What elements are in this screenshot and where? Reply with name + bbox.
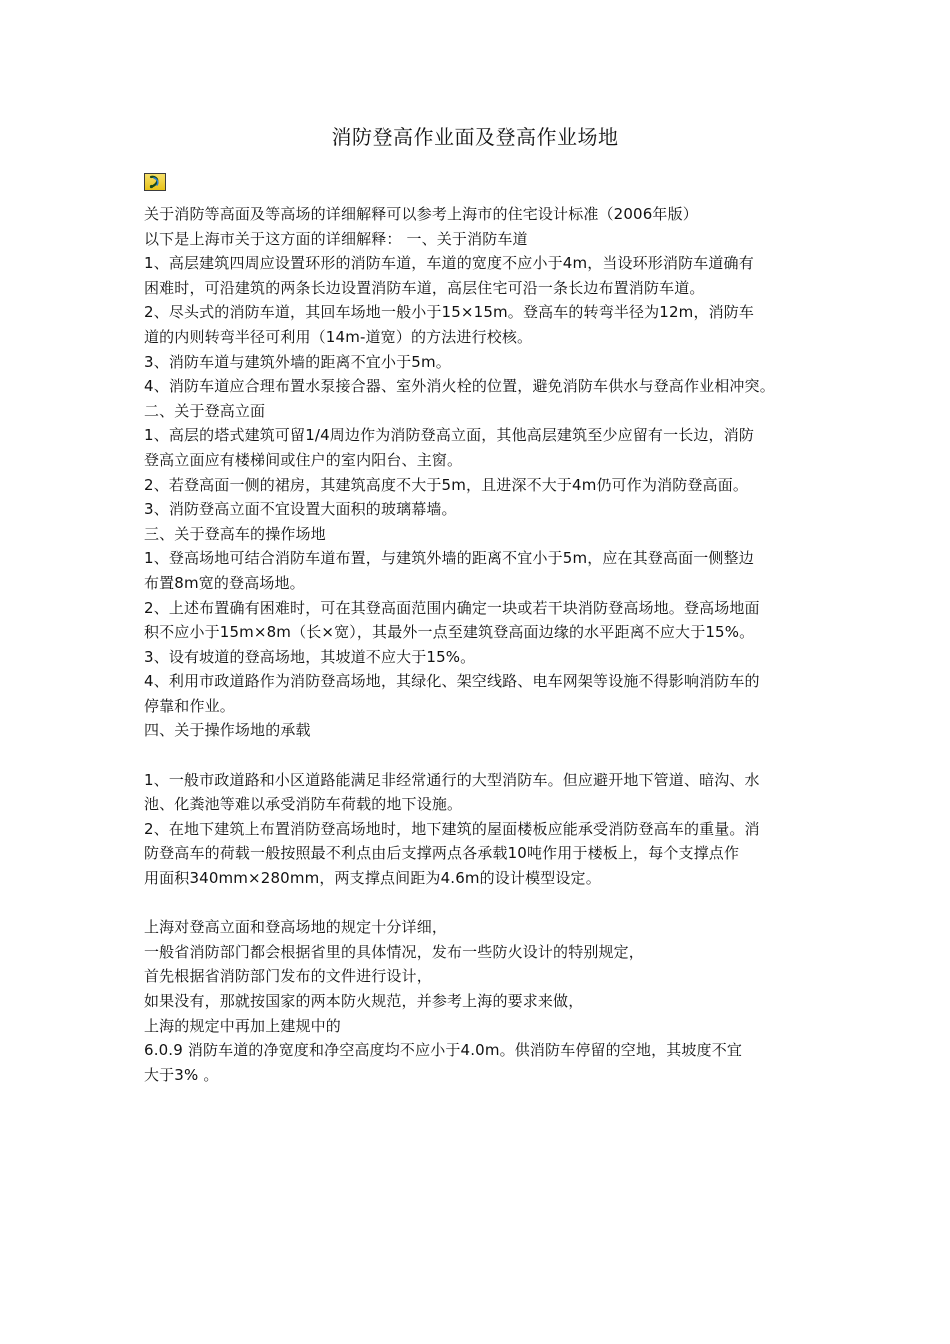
body-line: 4、消防车道应合理布置水泵接合器、室外消火栓的位置，避免消防车供水与登高作业相冲突。 xyxy=(144,377,775,396)
body-line: 3、设有坡道的登高场地，其坡道不应大于15%。 xyxy=(144,647,476,666)
body-line: 一般省消防部门都会根据省里的具体情况，发布一些防火设计的特别规定， xyxy=(144,942,644,961)
body-line: 如果没有，那就按国家的两本防火规范，并参考上海的要求来做， xyxy=(144,992,584,1010)
body-line: 首先根据省消防部门发布的文件进行设计， xyxy=(144,967,432,986)
blank-line xyxy=(144,743,820,768)
body-line: 1、高层的塔式建筑可留1/4周边作为消防登高立面，其他高层建筑至少应留有一长边，消防 xyxy=(144,426,754,445)
body-line: 四、关于操作场地的承载 xyxy=(144,721,311,740)
body-line: 用面积340mm×280mm，两支撑点间距为4.6m的设计模型设定。 xyxy=(144,869,601,888)
document-body xyxy=(144,202,820,1087)
body-line: 停靠和作业。 xyxy=(144,696,235,715)
body-line: 池、化粪池等难以承受消防车荷载的地下设施。 xyxy=(144,795,463,814)
body-line: 上海的规定中再加上建规中的 xyxy=(144,1016,341,1035)
body-line: 以下是上海市关于这方面的详细解释： 一、关于消防车道 xyxy=(144,229,528,248)
document-link-icon-glyph xyxy=(145,174,165,190)
body-line: 三、关于登高车的操作场地 xyxy=(144,524,326,543)
body-line: 2、若登高面一侧的裙房，其建筑高度不大于5m，且进深不大于4m仍可作为消防登高面。 xyxy=(144,475,749,494)
document-title: 消防登高作业面及登高作业场地 xyxy=(331,125,619,149)
body-line: 防登高车的荷载一般按照最不利点由后支撑两点各承载10吨作用于楼板上，每个支撑点作 xyxy=(144,844,740,863)
body-line: 2、在地下建筑上布置消防登高场地时，地下建筑的屋面楼板应能承受消防登高车的重量。消 xyxy=(144,819,760,838)
body-line: 1、一般市政道路和小区道路能满足非经常通行的大型消防车。但应避开地下管道、暗沟、水 xyxy=(144,770,760,789)
body-line: 登高立面应有楼梯间或住户的室内阳台、主窗。 xyxy=(144,450,463,469)
body-line: 困难时，可沿建筑的两条长边设置消防车道，高层住宅可沿一条长边布置消防车道。 xyxy=(144,278,705,297)
body-line: 关于消防等高面及等高场的详细解释可以参考上海市的住宅设计标准（2006年版） xyxy=(144,205,698,223)
body-line: 积不应小于15m×8m（长×宽），其最外一点至建筑登高面边缘的水平距离不应大于15%。 xyxy=(144,623,755,642)
body-line: 道的内则转弯半径可利用（14m-道宽）的方法进行校核。 xyxy=(144,327,533,346)
blank-line xyxy=(144,891,820,916)
body-line: 3、消防车道与建筑外墙的距离不宜小于5m。 xyxy=(144,352,451,371)
body-line: 上海对登高立面和登高场地的规定十分详细， xyxy=(144,918,448,937)
body-line: 大于3% 。 xyxy=(144,1065,219,1084)
body-line: 1、高层建筑四周应设置环形的消防车道，车道的宽度不应小于4m，当设环形消防车道确有 xyxy=(144,254,754,273)
body-line: 1、登高场地可结合消防车道布置，与建筑外墙的距离不宜小于5m，应在其登高面一侧整边 xyxy=(144,549,754,568)
body-line: 二、关于登高立面 xyxy=(144,401,266,420)
body-line: 4、利用市政道路作为消防登高场地，其绿化、架空线路、电车网架等设施不得影响消防车的 xyxy=(144,672,760,691)
body-line: 2、上述布置确有困难时，可在其登高面范围内确定一块或若干块消防登高场地。登高场地面 xyxy=(144,598,760,617)
body-line: 2、尽头式的消防车道，其回车场地一般小于15×15m。登高车的转弯半径为12m，消防车 xyxy=(144,303,755,322)
body-line: 3、消防登高立面不宜设置大面积的玻璃幕墙。 xyxy=(144,500,457,519)
body-line: 6.0.9 消防车道的净宽度和净空高度均不应小于4.0m。供消防车停留的空地，其坡度不宜 xyxy=(144,1041,743,1060)
document-link-icon[interactable] xyxy=(144,173,166,191)
body-line: 布置8m宽的登高场地。 xyxy=(144,573,305,592)
